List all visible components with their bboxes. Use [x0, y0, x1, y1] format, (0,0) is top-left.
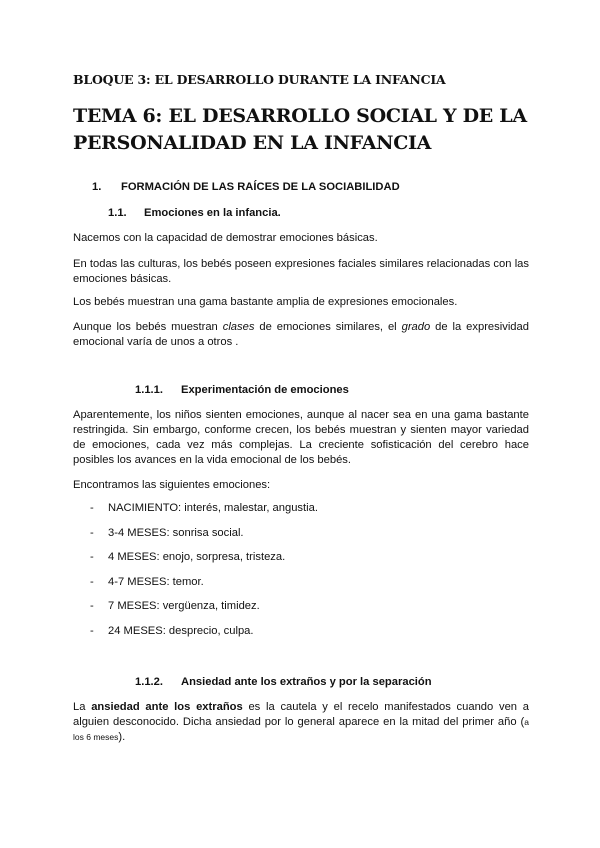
list-marker: - [90, 575, 94, 588]
p4-text-c: de la expresividad emocional varía de unos a otros . [73, 321, 529, 348]
block-heading: BLOQUE 3: EL DESARROLLO DURANTE LA INFANCIA [73, 72, 446, 87]
list-marker: - [90, 502, 94, 514]
list-item-text: 3-4 MESES: sonrisa social. [108, 526, 244, 539]
list-marker: - [90, 624, 94, 637]
paragraph-expressivity [73, 320, 529, 350]
section-1-1-1-number: 1.1.1. [135, 384, 163, 396]
paragraph-range: Los bebés muestran una gama bastante amplia de expresiones emocionales. [73, 296, 458, 308]
list-item-text: 24 MESES: desprecio, culpa. [108, 624, 254, 637]
section-1-1-number: 1.1. [108, 207, 127, 219]
list-marker: - [90, 600, 94, 612]
section-1-1-1-title: Experimentación de emociones [181, 384, 349, 396]
list-item-text: 4-7 MESES: temor. [108, 575, 204, 588]
section-1-1-2-title: Ansiedad ante los extraños y por la separación [181, 676, 432, 688]
p4-text-a: Aunque los bebés muestran [73, 321, 223, 333]
p4-emphasis-clases: clases [222, 321, 255, 333]
section-1-1-2-number: 1.1.2. [135, 676, 163, 688]
p5-strong-term: ansiedad ante los extraños [91, 701, 243, 713]
chapter-title: TEMA 6: EL DESARROLLO SOCIAL Y DE LA PERSONALIDAD EN LA INFANCIA [73, 105, 527, 154]
section-1-title: FORMACIÓN DE LAS RAÍCES DE LA SOCIABILIDAD [121, 181, 400, 193]
list-item-text: NACIMIENTO: interés, malestar, angustia. [108, 502, 318, 514]
p5-text-b: es la cautela y el recelo manifestados cuando ven a alguien desconocido. Dicha ansiedad por lo general aparece en la mitad del primer año ( [73, 701, 529, 728]
p5-text-a: La [73, 701, 92, 713]
list-marker: - [90, 526, 94, 539]
section-1-1-title: Emociones en la infancia. [144, 207, 281, 219]
paragraph-capacity: Nacemos con la capacidad de demostrar emociones básicas. [73, 232, 378, 244]
paragraph-cultures: En todas las culturas, los bebés poseen expresiones faciales similares relacionadas con las emociones básicas. [73, 258, 529, 285]
p5-small-note: a los 6 meses [73, 717, 529, 742]
list-item-text: 4 MESES: enojo, sorpresa, tristeza. [108, 551, 286, 563]
list-item-text: 7 MESES: vergüenza, timidez. [108, 600, 260, 612]
paragraph-experimentation: Aparentemente, los niños sienten emociones, aunque al nacer sea en una gama bastante restringida. Sin embargo, conforme crecen, los bebés muestran y sienten mayor variedad de emociones, cada vez más complejas. La creciente sofisticación del cerebro hace posibles los avances en la vida emocional de los bebés. [73, 409, 529, 466]
section-1-number: 1. [92, 181, 102, 193]
p4-emphasis-grado: grado [401, 321, 431, 333]
p5-text-c: ). [118, 731, 126, 743]
p4-text-b: de emociones similares, el [254, 321, 402, 333]
paragraph-emotions-intro: Encontramos las siguientes emociones: [73, 479, 271, 491]
paragraph-stranger-anxiety [73, 700, 529, 745]
list-marker: - [90, 551, 94, 563]
